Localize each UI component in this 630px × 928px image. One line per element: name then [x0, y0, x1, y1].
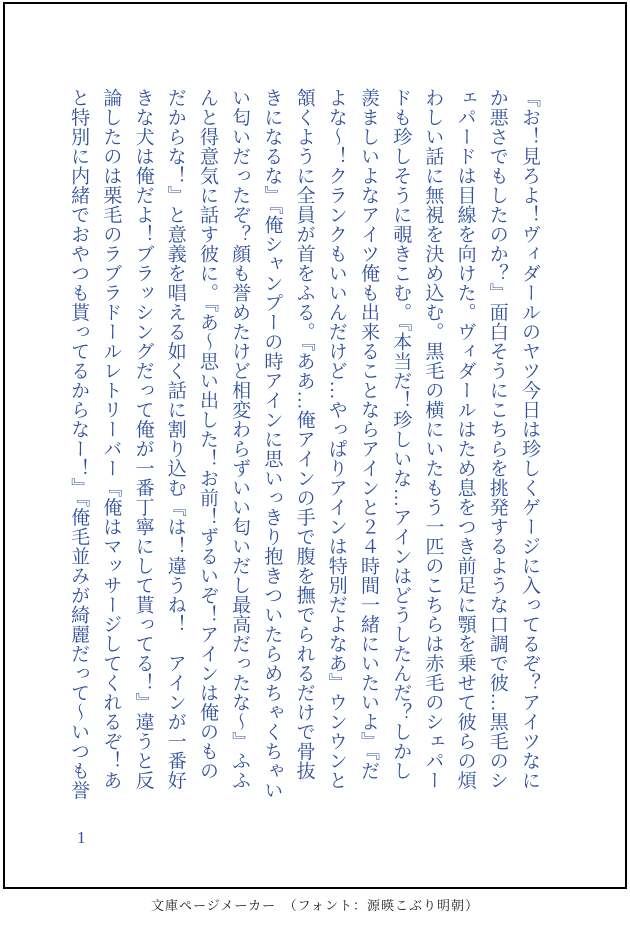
text-column: 頷くように全員が首をふる。『ああ…俺アインの手で腹を撫でられるだけで骨抜 — [293, 88, 315, 781]
text-column: よな～！クランクもいいんだけど…やっぱりアインは特別だよなあ』ウンウンと — [325, 88, 347, 790]
text-column: だからな！』と意義を唱える如く話に割り込む『は！違うね！ アインが一番好 — [164, 88, 186, 790]
text-column: ドも珍しそうに覗きこむ。『本当だ！珍しいな…アインはどうしたんだ？しかし — [390, 88, 412, 781]
vertical-text-block — [62, 88, 545, 800]
text-column: ェパードは目線を向けた。ヴィダールはため息をつき前足に顎を乗せて彼らの煩 — [454, 88, 476, 790]
text-column: と特別に内緒でおやつも貰ってるからなー！』『俺毛並みが綺麗だって～いつも誉 — [68, 88, 90, 800]
text-column: んと得意気に話す彼に。『あ～思い出した！お前！ずるいぞ！アインは俺のもの — [196, 88, 218, 781]
page-number: 1 — [77, 828, 86, 847]
text-column: か悪さでもしたのか？』面白そうにこちらを挑発するような口調で彼…黒毛のシ — [486, 88, 508, 790]
text-column: 『お！見ろよ！ヴィダールのヤツ今日は珍しくゲージに入ってるぞ？アイツなに — [519, 88, 540, 790]
footer-caption: 文庫ページメーカー （フォント：源暎こぶり明朝） — [151, 898, 479, 913]
text-column: い匂いだったぞ？顔も誉めたけど相変わらずいい匂いだし最高だったな～』ふふ — [229, 88, 251, 790]
text-column: 論したのは栗毛のラブラドールレトリーバー『俺はマッサージしてくれるぞ！あ — [100, 88, 122, 790]
text-column: 羨ましいよなアイツ俺も出来ることならアインと２４時間一緒にいたいよ』『だ — [357, 88, 379, 781]
text-column: きになるな』『俺シャンプーの時アインに思いっきり抱きついたらめちゃくちゃい — [261, 88, 283, 800]
text-column: わしい話に無視を決め込む。黒毛の横にいたもう一匹のこちらは赤毛のシェパー — [422, 88, 444, 790]
text-column: きな犬は俺だよ！ブラッシングだって俺が一番丁寧にして貰ってる！』違うと反 — [132, 88, 154, 790]
